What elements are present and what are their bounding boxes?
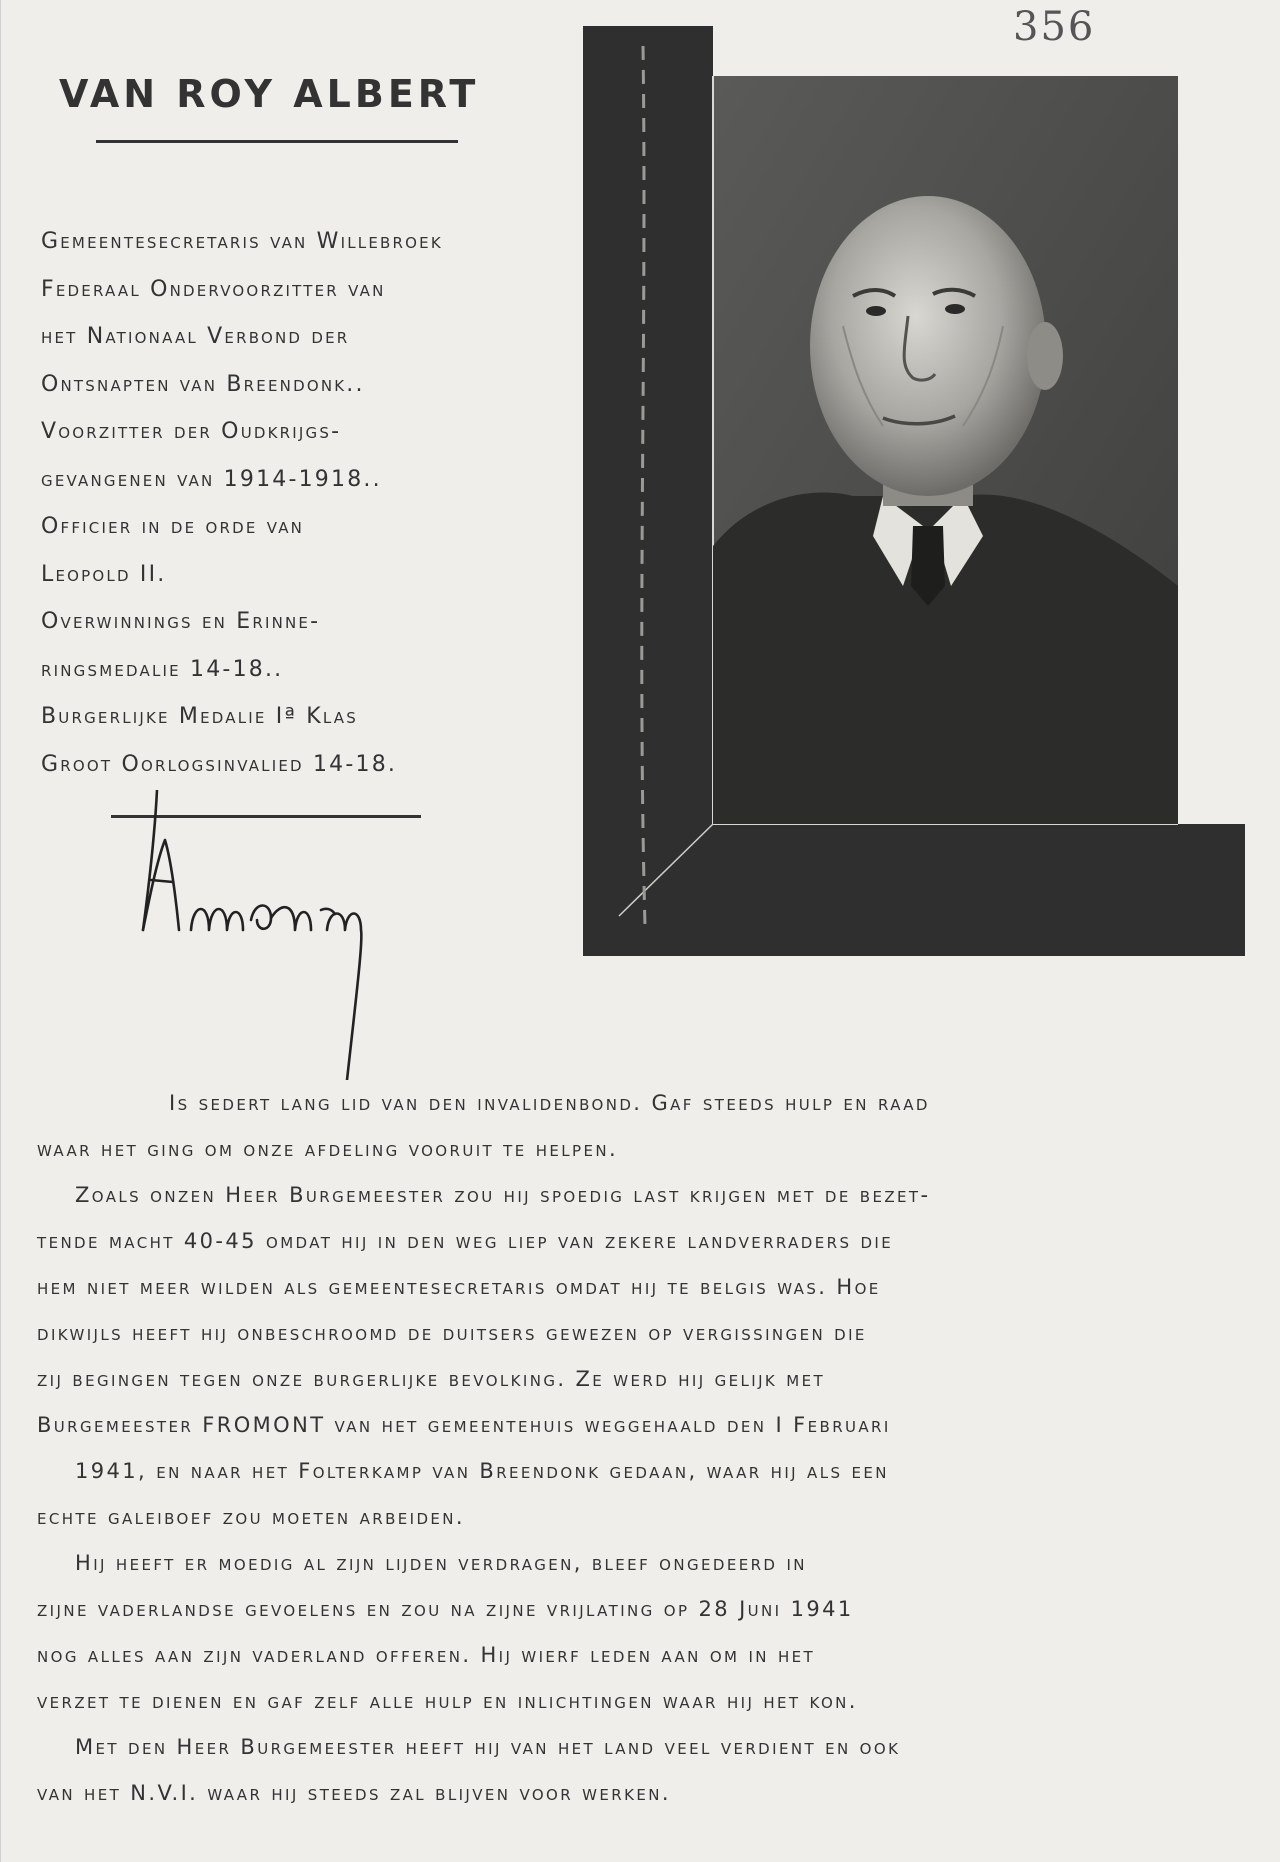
- title-line: Leopold II.: [41, 561, 167, 587]
- title-line: Overwinnings en Erinne-: [41, 609, 321, 634]
- body-line: nog alles aan zijn vaderland offeren. Hij wierf leden aan om in het: [37, 1643, 816, 1667]
- title-line: Gemeentesecretaris van Willebroek: [41, 229, 443, 254]
- page-number: 356: [1013, 4, 1096, 50]
- body-line: verzet te dienen en gaf zelf alle hulp en inlichtingen waar hij het kon.: [37, 1689, 858, 1713]
- body-line: 1941, en naar het Folterkamp van Breendonk gedaan, waar hij als een: [75, 1459, 889, 1483]
- body-line: Is sedert lang lid van den invalidenbond. Gaf steeds hulp en raad: [169, 1091, 930, 1115]
- title-line: Burgerlijke Medalie Iª Klas: [41, 704, 358, 729]
- body-line: Zoals onzen Heer Burgemeester zou hij spoedig last krijgen met de bezet-: [75, 1183, 931, 1207]
- body-line: dikwijls heeft hij onbeschroomd de duitsers gewezen op vergissingen die: [37, 1321, 867, 1345]
- heading-underline: [96, 140, 458, 143]
- portrait-icon: [583, 26, 1245, 956]
- body-line: echte galeiboef zou moeten arbeiden.: [37, 1505, 466, 1529]
- title-line: ringsmedalie 14-18..: [41, 656, 284, 682]
- titles-list: [41, 218, 541, 788]
- title-line: gevangenen van 1914-1918..: [41, 466, 382, 492]
- title-line: Groot Oorlogsinvalied 14-18.: [41, 751, 398, 777]
- body-line: tende macht 40-45 omdat hij in den weg liep van zekere landverraders die: [37, 1229, 894, 1253]
- body-line: hem niet meer wilden als gemeentesecretaris omdat hij te belgis was. Hoe: [37, 1275, 881, 1299]
- title-line: Ontsnapten van Breendonk..: [41, 371, 365, 397]
- biography-text: [37, 1080, 1247, 1816]
- title-line: het Nationaal Verbond der: [41, 324, 350, 349]
- body-line: Hij heeft er moedig al zijn lijden verdragen, bleef ongedeerd in: [75, 1551, 807, 1575]
- signature-icon: [121, 790, 441, 1084]
- body-line: waar het ging om onze afdeling vooruit te helpen.: [37, 1137, 619, 1161]
- body-line: van het N.V.I. waar hij steeds zal blijven voor werken.: [37, 1781, 671, 1805]
- portrait-photo: [583, 26, 1245, 956]
- body-line: zijne vaderlandse gevoelens en zou na zijne vrijlating op 28 Juni 1941: [37, 1597, 854, 1621]
- title-line: Federaal Ondervoorzitter van: [41, 276, 386, 302]
- title-line: Voorzitter der Oudkrijgs-: [41, 419, 342, 444]
- person-name-heading: VAN ROY ALBERT: [59, 72, 480, 116]
- title-line: Officier in de orde van: [41, 514, 305, 539]
- handwritten-signature-icon: [121, 790, 441, 1080]
- body-line: zij begingen tegen onze burgerlijke bevolking. Ze werd hij gelijk met: [37, 1367, 826, 1391]
- body-line: Met den Heer Burgemeester heeft hij van het land veel verdient en ook: [75, 1735, 901, 1759]
- body-line: Burgemeester FROMONT van het gemeentehuis weggehaald den I Februari: [37, 1413, 891, 1437]
